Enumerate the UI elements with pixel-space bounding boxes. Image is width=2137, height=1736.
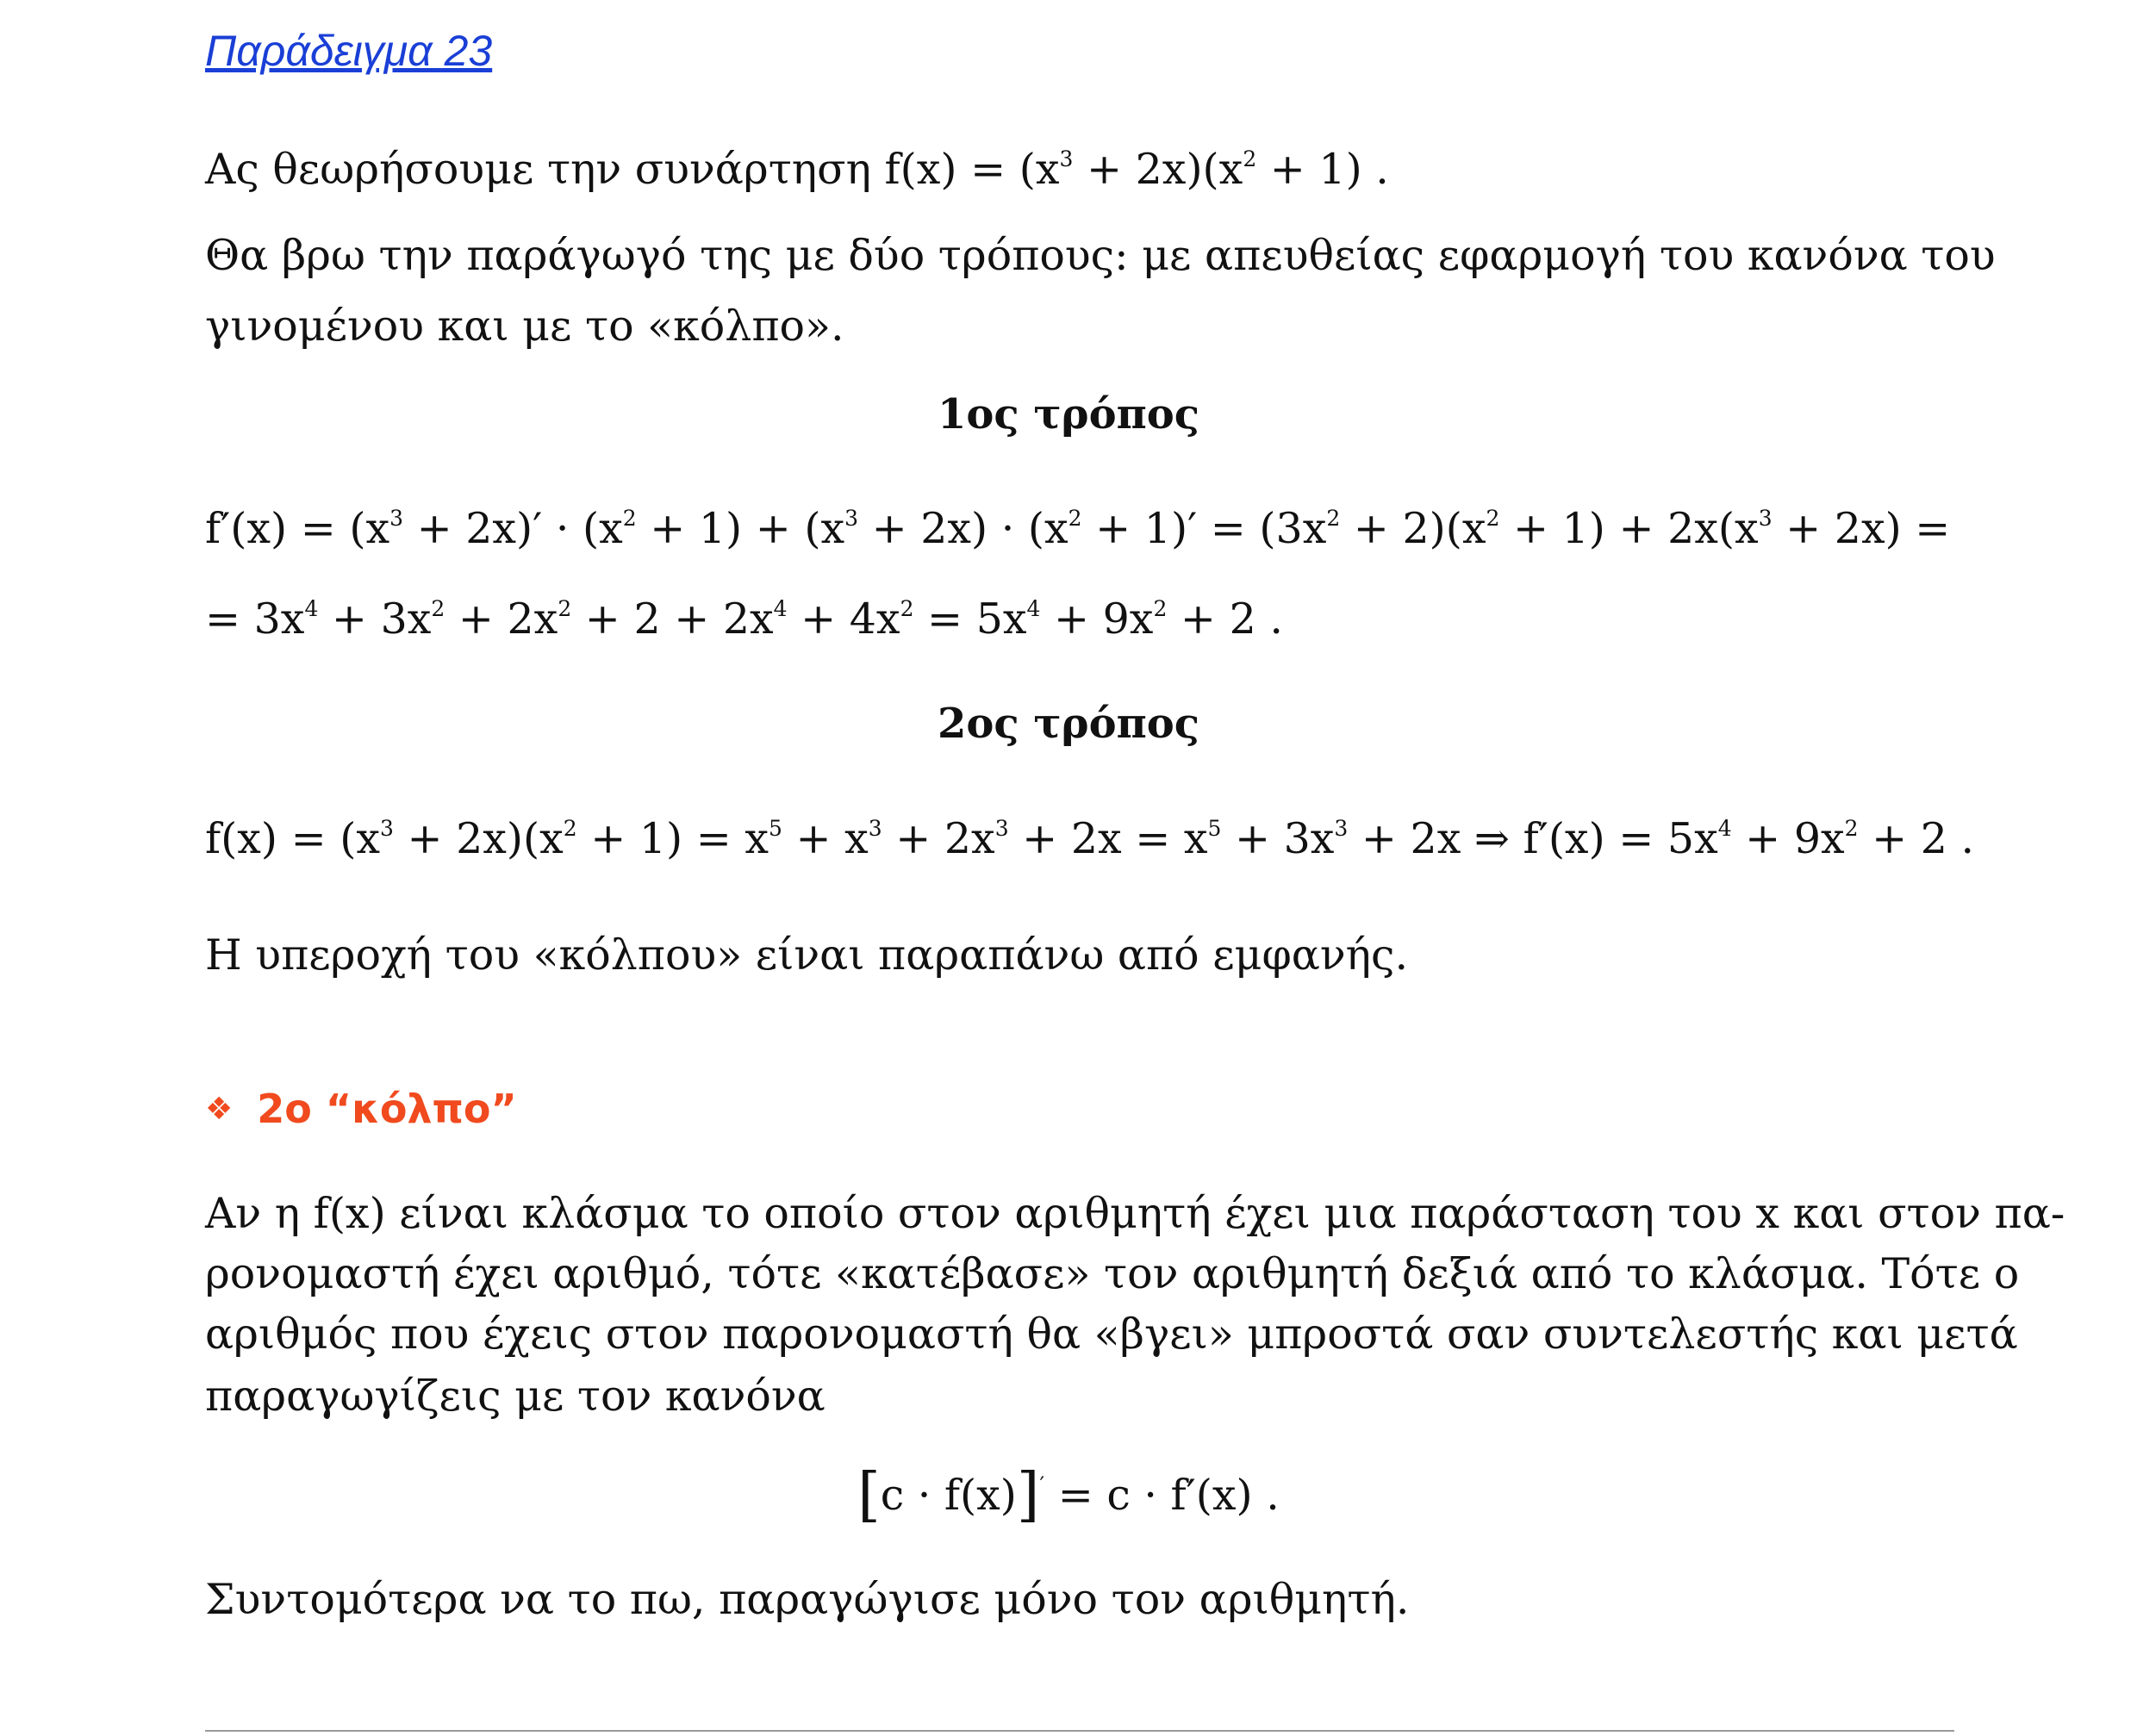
paragraph-line: Αν η f(x) είναι κλάσμα το οποίο στον αριθμητή έχει μια παράσταση του x και στον πα-: [205, 1189, 2065, 1238]
intro-text: Ας θεωρήσουμε την συνάρτηση $f(x) = (x^3 + 2x)(x^2 + 1)$ .: [205, 145, 1389, 194]
paragraph-line: παραγωγίζεις με τον κανόνα: [205, 1372, 826, 1421]
section-heading: [205, 1086, 517, 1132]
rule-formula: [c · f(x)]′ = c · f′(x) .: [857, 1461, 1280, 1529]
paragraph-line: ρονομαστή έχει αριθμό, τότε «κατέβασε» τον αριθμητή δεξιά από το κλάσμα. Τότε ο: [205, 1249, 2020, 1298]
heading-method-2: 2ος τρόπος: [938, 700, 1199, 748]
final-text: Συντομότερα να το πω, παραγώγισε μόνο τον αριθμητή.: [205, 1575, 1410, 1624]
heading-method-1: 1ος τρόπος: [938, 390, 1199, 439]
derivative-line-2: = $3x^4 + 3x^2 + 2x^2 + 2 + 2x^4 + 4x^2 = 5x^4 + 9x^2 + 2$ .: [205, 594, 1283, 644]
derivative-line-1: $f'(x) = (x^3 + 2x)' \cdot (x^2 + 1) + (x^3 + 2x) \cdot (x^2 + 1)' = (3x^2 + 2)(x^2 + 1) + 2x(x^3 + 2x)$ =: [205, 504, 1951, 553]
paragraph-line: γινομένου και με το «κόλπο».: [205, 302, 844, 351]
example-title-link[interactable]: Παράδειγμα 23: [205, 27, 493, 75]
paragraph-line: αριθμός που έχεις στον παρονομαστή θα «βγει» μπροστά σαν συντελεστής και μετά: [205, 1310, 2018, 1359]
paragraph-line: Θα βρω την παράγωγό της με δύο τρόπους: με απευθείας εφαρμογή του κανόνα του: [205, 231, 1996, 280]
conclusion-text: Η υπεροχή του «κόλπου» είναι παραπάνω από εμφανής.: [205, 930, 1409, 980]
diamond-bullet-icon: ❖: [205, 1092, 234, 1127]
derivative-line-3: $f(x) = (x^3 + 2x)(x^2 + 1) = x^5 + x^3 + 2x^3 + 2x = x^5 + 3x^3 + 2x$ ⇒ $f'(x) = 5x^4 + 9x^2 + 2$ .: [205, 814, 1975, 863]
section-title: 2ο “κόλπο”: [257, 1086, 517, 1132]
bottom-divider: [205, 1730, 1954, 1732]
